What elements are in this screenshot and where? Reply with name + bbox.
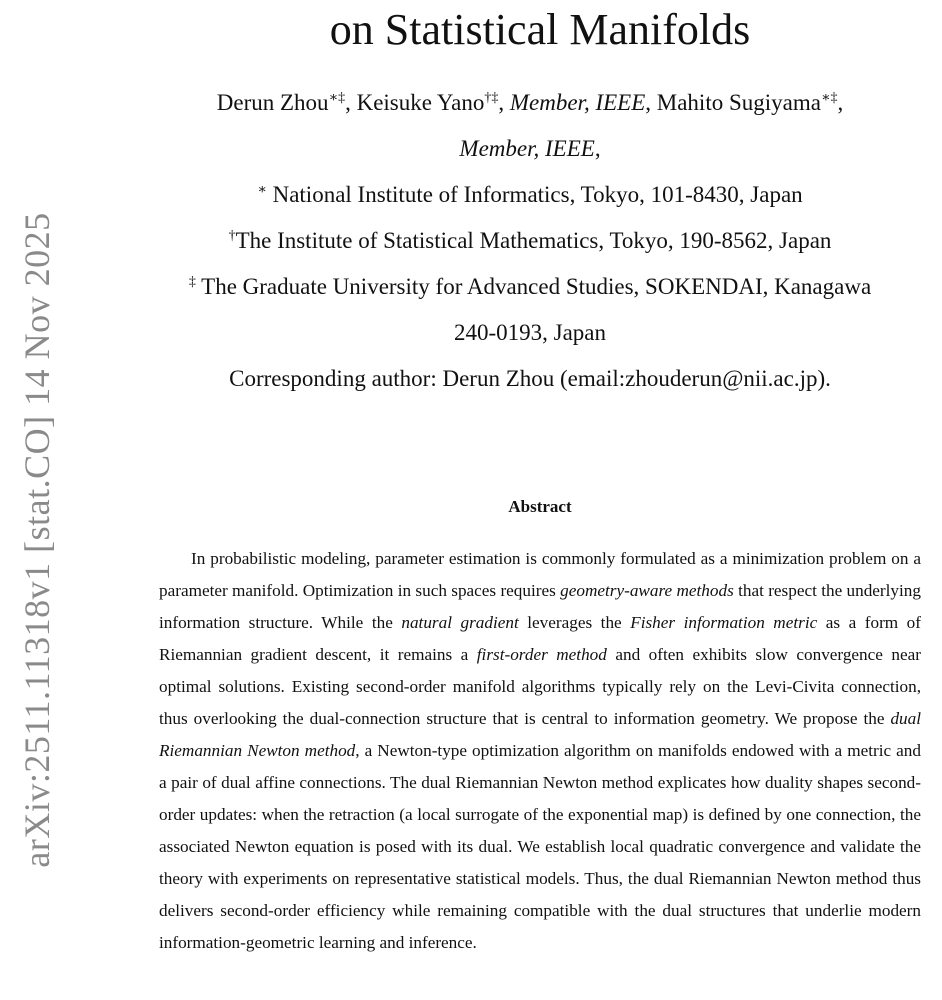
corresponding-author: Corresponding author: Derun Zhou (email:zhouderun@nii.ac.jp). bbox=[229, 366, 831, 391]
author-separator: , bbox=[837, 90, 844, 115]
author-line-1 bbox=[140, 88, 920, 118]
affiliation-text: National Institute of Informatics, Tokyo, 101-8430, Japan bbox=[266, 182, 803, 207]
abstract-emphasis: first-order method bbox=[476, 645, 607, 664]
affiliation-line bbox=[140, 318, 920, 348]
author-role: Member, IEEE bbox=[509, 90, 646, 115]
affiliation-text: The Graduate University for Advanced Studies, SOKENDAI, Kanagawa bbox=[195, 274, 872, 299]
author-affiliation-marks: ∗‡ bbox=[820, 90, 838, 106]
author-name: Mahito Sugiyama bbox=[656, 90, 821, 115]
abstract-text: and often exhibits slow convergence near optimal solutions. Existing second-order manifold algorithms typically rely on the Levi-Civita connection, thus overlooking the dual-connection structure that is central to information geometry. We propose the bbox=[159, 645, 921, 728]
affiliation-mark: † bbox=[228, 228, 236, 244]
abstract-emphasis: Fisher information metric bbox=[630, 613, 818, 632]
abstract-text: In probabilistic modeling, parameter estimation is commonly formulated as a minimization problem on a parameter manifold. Optimization in such spaces requires bbox=[159, 549, 921, 600]
abstract-emphasis: natural gradient bbox=[401, 613, 519, 632]
abstract-text: as a form of Riemannian gradient descent, it remains a bbox=[159, 613, 922, 664]
paper-title: on Statistical Manifolds bbox=[329, 5, 751, 54]
abstract-emphasis: geometry-aware methods bbox=[560, 581, 734, 600]
abstract-text: leverages the bbox=[518, 613, 631, 632]
abstract-heading: Abstract bbox=[508, 497, 572, 516]
author-name: Keisuke Yano bbox=[356, 90, 485, 115]
affiliation-line bbox=[140, 180, 920, 210]
author-name: Derun Zhou bbox=[216, 90, 329, 115]
author-separator: , bbox=[645, 90, 657, 115]
author-affiliation-marks: ∗‡ bbox=[328, 90, 346, 106]
affiliation-mark: ‡ bbox=[188, 274, 196, 290]
author-line-2 bbox=[140, 134, 920, 164]
abstract-body bbox=[159, 543, 921, 959]
affiliation-mark: ∗ bbox=[257, 182, 267, 198]
abstract-text: that respect the underlying information structure. While the bbox=[159, 581, 921, 632]
abstract-emphasis: dual Riemannian Newton method bbox=[159, 709, 921, 760]
author-separator: , bbox=[498, 90, 510, 115]
affiliation-text: The Institute of Statistical Mathematics, Tokyo, 190-8562, Japan bbox=[235, 228, 832, 253]
affiliation-line bbox=[140, 272, 920, 302]
author-role: Member, IEEE bbox=[459, 136, 595, 161]
author-affiliation-marks: †‡ bbox=[484, 90, 499, 106]
author-separator: , bbox=[594, 136, 601, 161]
affiliation-line bbox=[140, 226, 920, 256]
abstract-text: , a Newton-type optimization algorithm on manifolds endowed with a metric and a pair of dual affine connections. The dual Riemannian Newton method explicates how duality shapes second-order updates: when the retraction (a local surrogate of the exponential map) is defined by one connection, the associated Newton equation is posed with its dual. We establish local quadratic convergence and validate the theory with experiments on representative statistical models. Thus, the dual Riemannian Newton method thus delivers second-order efficiency while remaining compatible with the dual structures that underlie modern information-geometric learning and inference. bbox=[159, 741, 921, 952]
arxiv-identifier-stamp: arXiv:2511.11318v1 [stat.CO] 14 Nov 2025 bbox=[17, 212, 57, 868]
affiliation-text: 240-0193, Japan bbox=[453, 320, 607, 345]
author-separator: , bbox=[345, 90, 357, 115]
